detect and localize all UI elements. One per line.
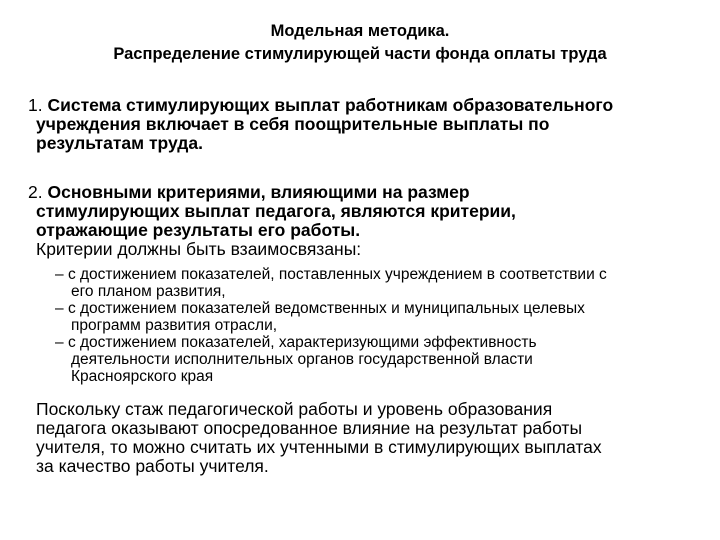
criteria-marker: – [55,266,64,283]
closing-paragraph [36,400,602,476]
item-1-line-1: Система стимулирующих выплат работникам образовательного [47,95,614,115]
criteria-3-line-1: с достижением показателей, характеризующими эффективность [67,334,537,351]
criteria-item-1 [55,266,607,300]
criteria-3-line-2: деятельности исполнительных органов государственной власти [71,351,533,368]
item-1-line-2: учреждения включает в себя поощрительные выплаты по [36,114,550,134]
criteria-1-line-2: его планом развития, [71,283,226,300]
closing-line-3: учителя, то можно считать их учтенными в стимулирующих выплатах [36,437,602,457]
closing-line-4: за качество работы учителя. [36,456,269,476]
criteria-marker: – [55,300,64,317]
item-2-number: 2. [28,182,43,202]
criteria-2-line-1: с достижением показателей ведомственных и муниципальных целевых [67,300,585,317]
criteria-1-line-1: с достижением показателей, поставленных учреждением в соответствии с [67,266,607,283]
item-2-line-1: Основными критериями, влияющими на размер [47,182,470,202]
criteria-intro: Критерии должны быть взаимосвязаны: [36,239,362,259]
item-1 [28,96,613,153]
closing-line-1: Поскольку стаж педагогической работы и уровень образования [36,399,553,419]
criteria-item-3 [55,334,607,385]
item-1-line-3: результатам труда. [36,133,203,153]
criteria-list [55,266,607,385]
item-2-line-2: стимулирующих выплат педагога, являются критерии, [36,201,516,221]
criteria-2-line-2: программ развития отрасли, [71,317,278,334]
closing-line-2: педагога оказывают опосредованное влияние на результат работы [36,418,583,438]
title-line-2: Распределение стимулирующей части фонда оплаты труда [113,45,607,63]
slide-title [20,20,700,66]
item-2 [28,183,516,259]
item-1-number: 1. [28,95,43,115]
criteria-3-line-3: Красноярского края [71,368,214,385]
criteria-item-2 [55,300,607,334]
item-2-line-3: отражающие результаты его работы. [36,220,361,240]
criteria-marker: – [55,334,64,351]
title-line-1: Модельная методика. [270,22,450,40]
